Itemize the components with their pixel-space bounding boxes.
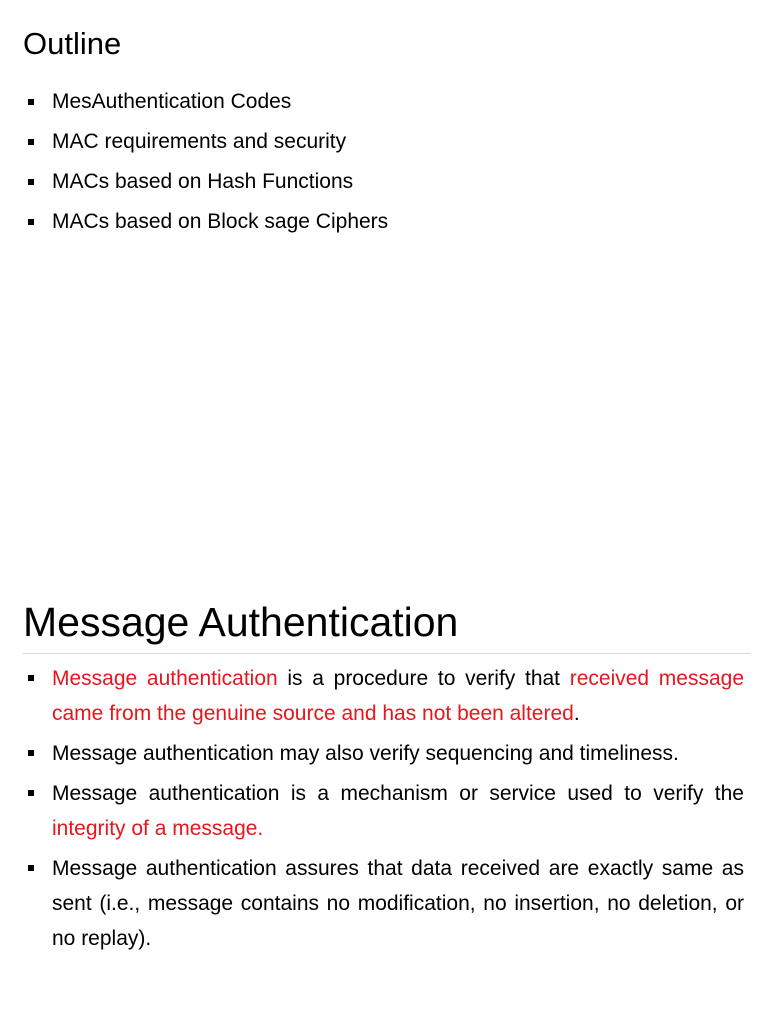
square-bullet-icon	[28, 139, 34, 145]
bullet-item	[0, 776, 744, 846]
square-bullet-icon	[28, 675, 34, 681]
outline-item-text: MACs based on Hash Functions	[52, 170, 354, 193]
highlight-text: integrity of a message.	[52, 817, 264, 840]
bullet-item	[0, 851, 744, 956]
body-text: Message authentication assures that data received are exactly same as sent (i.e., message contains no modification, no insertion, no deletion, or no replay).	[52, 857, 744, 950]
bullet-item	[0, 736, 744, 771]
body-text: .	[573, 702, 580, 725]
highlight-text: Message authentication	[52, 667, 278, 690]
outline-item-text: MesAuthentication Codes	[52, 90, 292, 113]
message-authentication-title: Message Authentication	[23, 599, 459, 645]
highlight-text: received message came from the genuine source and has not been altered	[52, 667, 745, 725]
outline-list	[0, 86, 388, 246]
outline-title: Outline	[23, 26, 122, 61]
message-authentication-list	[0, 661, 744, 961]
square-bullet-icon	[28, 99, 34, 105]
outline-item	[0, 126, 388, 166]
square-bullet-icon	[28, 790, 34, 796]
square-bullet-icon	[28, 865, 34, 871]
square-bullet-icon	[28, 179, 34, 185]
outline-item	[0, 166, 388, 206]
outline-item-text: MAC requirements and security	[52, 130, 347, 153]
title-divider	[23, 653, 751, 654]
outline-item	[0, 86, 388, 126]
bullet-item	[0, 661, 744, 731]
outline-item	[0, 206, 388, 246]
square-bullet-icon	[28, 750, 34, 756]
body-text: is a procedure to verify that	[277, 667, 570, 690]
square-bullet-icon	[28, 219, 34, 225]
message-authentication-slide	[0, 575, 768, 1024]
outline-item-text: MACs based on Block sage Ciphers	[52, 210, 389, 233]
body-text: Message authentication is a mechanism or service used to verify the	[52, 782, 744, 805]
body-text: Message authentication may also verify sequencing and timeliness.	[52, 742, 679, 765]
